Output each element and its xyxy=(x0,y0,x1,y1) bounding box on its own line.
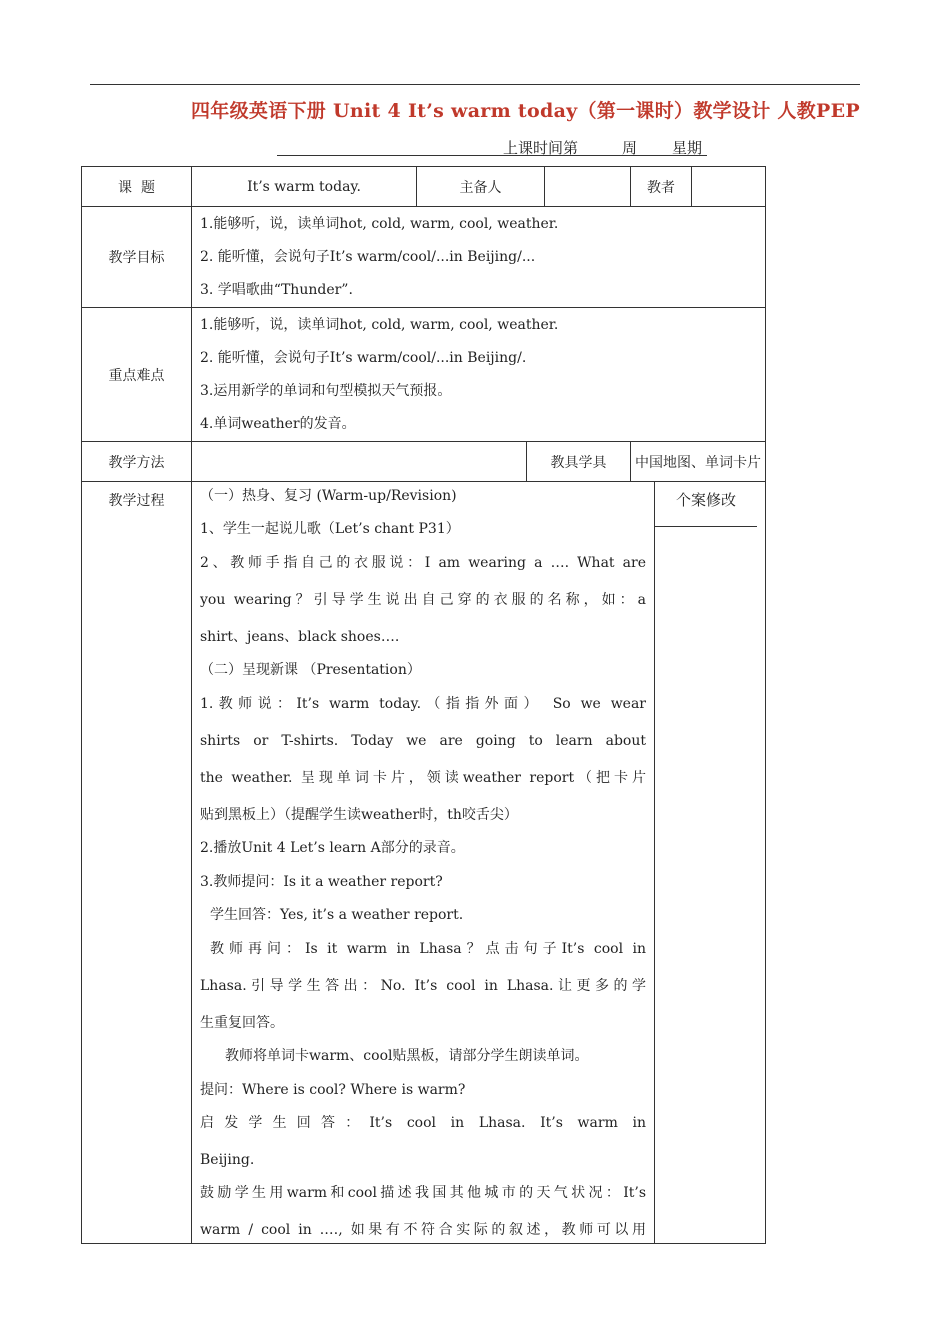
topic-value: It’s warm today. xyxy=(192,167,417,207)
table-row-objectives xyxy=(82,207,766,308)
document-title: 四年级英语下册 Unit 4 It’s warm today（第一课时）教学设计 人教PEP xyxy=(191,100,860,122)
process-line: 贴到黑板上）（提醒学生读weather时，th咬舌尖） xyxy=(200,807,518,823)
schedule-week-label: 周 xyxy=(622,139,638,157)
process-line: you wearing？引导学生说出自己穿的衣服的名称，如：a xyxy=(200,592,646,608)
key-point-line: 4.单词weather的发音。 xyxy=(200,415,356,432)
process-line: 3.教师提问：Is it a weather report? xyxy=(200,874,443,890)
process-body xyxy=(192,482,765,1243)
process-line: 生重复回答。 xyxy=(200,1015,284,1031)
topic-label: 课 题 xyxy=(82,167,192,207)
schedule-day-label: 星期 xyxy=(672,139,703,157)
key-points-label: 重点难点 xyxy=(82,308,192,442)
preparer-value xyxy=(545,167,631,207)
process-line: 提问：Where is cool? Where is warm? xyxy=(200,1082,466,1098)
process-line: shirts or T-shirts. Today we are going to learn about xyxy=(200,733,646,749)
key-point-line: 1.能够听，说，读单词hot, cold, warm, cool, weather. xyxy=(200,316,559,333)
teacher-value xyxy=(692,167,766,207)
table-row-topic xyxy=(82,167,766,207)
process-line: the weather. 呈现单词卡片，领读weather report（把卡片 xyxy=(200,770,646,786)
objectives-content xyxy=(192,207,766,308)
process-line: （二）呈现新课 （Presentation） xyxy=(200,662,421,678)
process-line: 启发学生回答：It’s cool in Lhasa. It’s warm in xyxy=(200,1115,646,1131)
process-line: Lhasa.引导学生答出：No. It’s cool in Lhasa.让更多的学 xyxy=(200,978,646,994)
method-label: 教学方法 xyxy=(82,442,192,482)
process-line: 教师再问：Is it warm in Lhasa？点击句子It’s cool in xyxy=(210,941,646,957)
table-row-process xyxy=(82,482,766,1244)
schedule-line xyxy=(277,137,707,156)
process-line: shirt、jeans、black shoes…. xyxy=(200,629,400,645)
key-point-line: 3.运用新学的单词和句型模拟天气预报。 xyxy=(200,382,452,399)
process-line: （一）热身、复习 (Warm-up/Revision) xyxy=(200,488,457,504)
process-line: 教师将单词卡warm、cool贴黑板，请部分学生朗读单词。 xyxy=(225,1048,589,1064)
process-line: warm / cool in .…, 如果有不符合实际的叙述，教师可以用 xyxy=(200,1222,646,1238)
process-line: 2、教师手指自己的衣服说：I am wearing a …. What are xyxy=(200,555,646,571)
case-revision-column xyxy=(654,526,655,1243)
lesson-plan-table xyxy=(81,166,766,1244)
objectives-label: 教学目标 xyxy=(82,207,192,308)
schedule-time-label: 上课时间第 xyxy=(503,139,579,157)
process-content xyxy=(192,482,766,1244)
process-line: 2.播放Unit 4 Let’s learn A部分的录音。 xyxy=(200,840,465,856)
objective-line: 2. 能听懂，会说句子It’s warm/cool/...in Beijing/... xyxy=(200,248,536,265)
tools-label: 教具学具 xyxy=(527,442,631,482)
table-row-method xyxy=(82,442,766,482)
teacher-label: 教者 xyxy=(631,167,692,207)
objective-line: 1.能够听，说，读单词hot, cold, warm, cool, weather. xyxy=(200,215,559,232)
preparer-label: 主备人 xyxy=(417,167,545,207)
process-line: 1.教师说：It’s warm today.（指指外面） So we wear xyxy=(200,696,646,712)
key-point-line: 2. 能听懂，会说句子It’s warm/cool/...in Beijing/. xyxy=(200,349,527,366)
table-row-key-points xyxy=(82,308,766,442)
case-revision-label: 个案修改 xyxy=(654,482,757,527)
header-rule xyxy=(90,84,860,85)
key-points-content xyxy=(192,308,766,442)
process-line: 学生回答：Yes, it’s a weather report. xyxy=(210,907,464,923)
objective-line: 3. 学唱歌曲“Thunder”. xyxy=(200,281,353,298)
process-line: Beijing. xyxy=(200,1152,255,1168)
process-label: 教学过程 xyxy=(82,482,192,1244)
process-line: 鼓励学生用warm和cool描述我国其他城市的天气状况：It’s xyxy=(200,1185,646,1201)
process-line: 1、学生一起说儿歌（Let’s chant P31） xyxy=(200,521,460,537)
tools-value: 中国地图、单词卡片 xyxy=(631,442,766,482)
method-value xyxy=(192,442,527,482)
